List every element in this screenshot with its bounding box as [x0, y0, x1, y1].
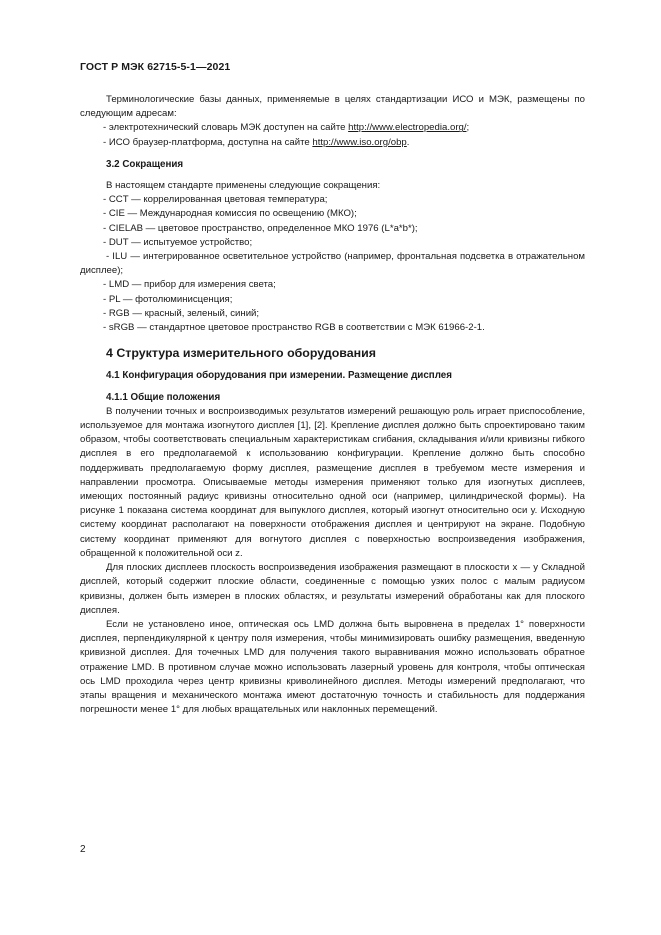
- abbreviation-item: - sRGB — стандартное цветовое пространство RGB в соответствии с МЭК 61966-2-1.: [103, 322, 485, 334]
- page-number: 2: [80, 844, 86, 855]
- list-item: [80, 136, 585, 150]
- abbreviations-lead: В настоящем стандарте применены следующие сокращения:: [106, 180, 381, 192]
- abbreviation-item: - PL — фотолюминисценция;: [103, 293, 233, 305]
- abbreviation-item: - CIE — Международная комиссия по освещению (МКО);: [103, 208, 357, 220]
- electropedia-link[interactable]: http://www.electropedia.org/: [348, 122, 467, 134]
- section-heading-3-2: 3.2 Сокращения: [106, 158, 184, 170]
- intro-paragraph: Терминологические базы данных, применяемые в целях стандартизации ИСО и МЭК, размещены по следующим адресам:: [80, 94, 585, 120]
- list-item-text: - электротехнический словарь МЭК доступен на сайте: [103, 122, 349, 134]
- body-paragraph: Для плоских дисплеев плоскость воспроизведения изображения размещают в плоскости x — y Складной дисплей, который содержит плоские области, соединенные с помощью узких полос с малым радиусом кривизны, должен быть измерен в плоских областях, и результаты измерений обработаны как для плоского дисплея.: [80, 562, 585, 616]
- section-heading-4-1: 4.1 Конфигурация оборудования при измерении. Размещение дисплея: [106, 370, 452, 382]
- iso-obp-link[interactable]: http://www.iso.org/obp: [312, 136, 407, 148]
- abbreviation-item: - DUT — испытуемое устройство;: [103, 236, 253, 248]
- body-paragraph: Если не установлено иное, оптическая ось LMD должна быть выровнена в пределах 1° поверхности дисплея, перпендикулярной к центру поля измерения, чтобы минимизировать ошибку размещения, введенную кривизной дисплея. Для точечных LMD для получения такого выравнивания можно использовать обратное отражение LMD. В противном случае можно использовать лазерный уровень для контроля, чтобы оптическая ось LMD проходила через центр кривизны криволинейного дисплея. Методы измерений предполагают, что этапы вращения и механического монтажа имеют достаточную точность и стабильность для поддержания погрешности менее 1° для любых вращательных или наклонных перемещений.: [80, 618, 585, 716]
- list-item-text: - ИСО браузер-платформа, доступна на сайте: [103, 136, 313, 148]
- standard-header: ГОСТ Р МЭК 62715-5-1—2021: [80, 61, 231, 73]
- section-heading-4: 4 Структура измерительного оборудования: [106, 346, 376, 361]
- abbreviation-item: - LMD — прибор для измерения света;: [103, 279, 276, 291]
- abbreviation-item: - CIELAB — цветовое пространство, определенное МКО 1976 (L*a*b*);: [103, 222, 418, 234]
- abbreviation-item: - ILU — интегрированное осветительное устройство (например, фронтальная подсветка в отражательном дисплее);: [80, 251, 585, 277]
- abbreviation-item: - RGB — красный, зеленый, синий;: [103, 307, 260, 319]
- list-item-suffix: .: [406, 136, 410, 148]
- abbreviation-item: - CCT — коррелированная цветовая температура;: [103, 194, 328, 206]
- list-item-suffix: ;: [466, 122, 470, 134]
- list-item: [80, 121, 585, 135]
- document-body: [80, 93, 585, 717]
- section-heading-4-1-1: 4.1.1 Общие положения: [106, 391, 221, 403]
- body-paragraph: В получении точных и воспроизводимых результатов измерений решающую роль играет приспособление, используемое для монтажа изогнутого дисплея [1], [2]. Крепление дисплея должно быть спроектировано таким образом, чтобы соответствовать специальным характеристикам сгибания, складывания и/или кривизны гибкого дисплея в его предполагаемой к использованию конфигурации. Крепление должно быть способно поддерживать предполагаемую форму дисплея, размещение дисплея в требуемом месте измерения и направлении просмотра. Описываемые методы измерения применяют только для изогнутых дисплеев, имеющих постоянный радиус кривизны относительно одной оси (например, цилиндрической формы). На рисунке 1 показана система координат для выпуклого дисплея, который изогнут относительно оси y. Исходную систему координат располагают на поверхности отображения дисплея и центрируют на экране. Подобную систему координат применяют для вогнутого дисплея с поверхностью воспроизведения изображения, обращенной к положительной оси z.: [80, 405, 585, 559]
